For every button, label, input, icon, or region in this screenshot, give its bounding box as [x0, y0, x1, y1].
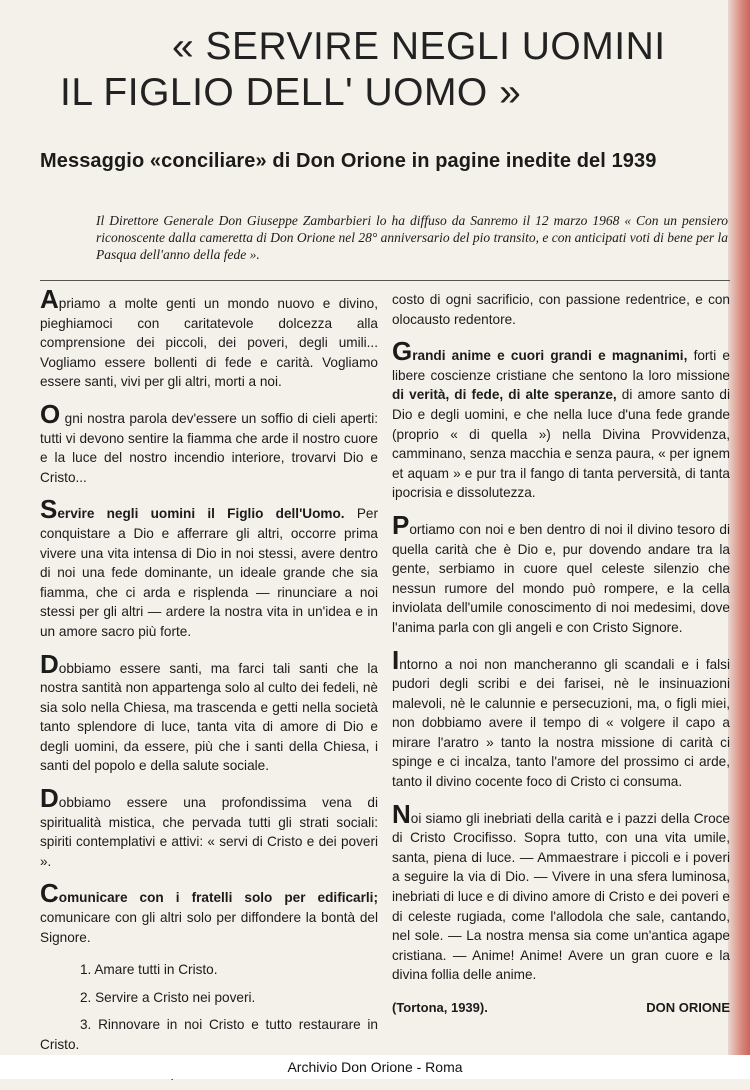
left-column	[40, 284, 378, 1090]
paragraph: Portiamo con noi e ben dentro di noi il divino tesoro di quella carità che è Dio e, pur dovendo andare tra la gente, serbiamo in cuore quel celeste silenzio che nessun rumore del mondo può rompere, e la cella inviolata dell'umile conoscimento di noi medesimi, dove l'anima parla con gli angeli e con Cristo Signore.	[392, 509, 730, 635]
drop-cap: A	[40, 284, 59, 314]
drop-cap: P	[392, 509, 410, 540]
drop-cap: D	[40, 648, 59, 679]
right-column	[392, 290, 730, 1018]
paragraph: Grandi anime e cuori grandi e magnanimi, forti e libere coscienze cristiane che sentono la loro missione di verità, di fede, di alte speranze, di amore santo di Dio e degli uomini, e che nella luce d'una fede grande (proprio « di quella ») nella Divina Provvidenza, camminano, senza macchia e senza paura, « per ignem et aquam » e pur tra il fango di tanta perversità, di tanta ipocrisia e dissolutezza.	[392, 336, 730, 501]
list-item: 2. Servire a Cristo nei poveri.	[80, 989, 256, 1005]
list-item: 1. Amare tutti in Cristo.	[80, 962, 218, 978]
paragraph: Apriamo a molte genti un mondo nuovo e divino, pieghiamoci con caritatevole dolcezza alla comprensione dei piccoli, dei poveri, degli umili... Vogliamo essere bollenti di fede e carità. Vogliamo essere santi, vivi per gli altri, morti a noi.	[40, 284, 378, 390]
signature-line	[392, 998, 730, 1018]
intro-paragraph: Il Direttore Generale Don Giuseppe Zambarbieri lo ha diffuso da Sanremo il 12 marzo 1968 « Con un pensiero riconoscente dalla cameretta di Don Orione nel 28° anniversario del pio transito, e con anticipati voti di bene per la Pasqua dell'anno della fede ».	[96, 213, 728, 262]
paragraph: Intorno a noi non mancheranno gli scandali e i falsi pudori degli scribi e dei farisei, nè le insinuazioni malevoli, nè le calunnie e persecuzioni, ma, o figli miei, non dobbiamo avere il tempo di « volgere il capo a mirare l'aratro » tanto la nostra missione di carità ci spinge e ci incalza, tanto l'amore del prossimo ci arde, tanto il divino cocente foco di Cristo ci consuma.	[392, 644, 730, 790]
place-date: (Tortona, 1939).	[392, 1000, 488, 1015]
page-edge	[728, 0, 750, 1055]
paragraph: Dobbiamo essere santi, ma farci tali santi che la nostra santità non appartenga solo al culto dei fedeli, nè sia solo nella Chiesa, ma trascenda e getti nella società tanto splendore di luce, tanta vita di amore di Dio e degli uomini, da essere, più che i santi della Chiesa, i santi del popolo e della salute sociale.	[40, 648, 378, 774]
list-item: 3. Rinnovare in noi Cristo e tutto restaurare in Cristo.	[40, 1017, 378, 1052]
archive-footer: Archivio Don Orione - Roma	[0, 1055, 750, 1079]
title-line-1: « SERVIRE NEGLI UOMINI	[172, 25, 666, 68]
drop-cap: S	[40, 494, 58, 525]
paragraph: Comunicare con i fratelli solo per edificarli; comunicare con gli altri solo per diffondere la bontà del Signore.	[40, 878, 378, 945]
paragraph: Dobbiamo essere una profondissima vena di spiritualità mistica, che pervada tutti gli strati sociali: spiriti contemplativi e attivi: « servi di Cristo e dei poveri ».	[40, 783, 378, 869]
paragraph: Noi siamo gli inebriati della carità e i pazzi della Croce di Cristo Crocifisso. Sopra tutto, con una vita umile, santa, piena di luce. — Ammaestrare i piccoli e i poveri a seguire la via di Dio. — Vivere in una sfera luminosa, inebriati di luce e di divino amore di Cristo e dei poveri e di celeste rugiada, come l'allodola che sale, cantando, nel sole. — La nostra mensa sia come un'antica agape cristiana. — Anime! Anime! Avere un gran cuore e la divina follia delle anime.	[392, 798, 730, 983]
drop-cap: D	[40, 783, 59, 814]
paragraph: Servire negli uomini il Figlio dell'Uomo. Per conquistare a Dio e afferrare gli altri, occorre prima vivere una vita intensa di Dio in noi stessi, avere dentro di noi una fede dominante, un ideale grande che sia fiamma, che ci arda e risplenda — rinunciare a noi stessi per gli altri — ardere la nostra vita in un'idea e in un amore sacro più forte.	[40, 494, 378, 639]
drop-cap: O	[40, 398, 61, 429]
drop-cap: G	[392, 336, 413, 367]
drop-cap: C	[40, 878, 59, 909]
page-title	[60, 24, 720, 116]
divider	[40, 280, 730, 281]
paragraph: O gni nostra parola dev'essere un soffio di cieli aperti: tutti vi devono sentire la fiamma che arde il nostro cuore e la luce del nostro incendio interiore, trovarvi Dio e Cristo...	[40, 398, 378, 485]
paragraph: costo di ogni sacrificio, con passione redentrice, e con olocausto redentore.	[392, 292, 730, 327]
title-line-2: IL FIGLIO DELL' UOMO »	[60, 71, 522, 114]
drop-cap: N	[392, 798, 411, 829]
signature: DON ORIONE	[646, 1000, 730, 1015]
drop-cap: I	[392, 644, 400, 675]
subtitle: Messaggio «conciliare» di Don Orione in pagine inedite del 1939	[40, 150, 657, 172]
